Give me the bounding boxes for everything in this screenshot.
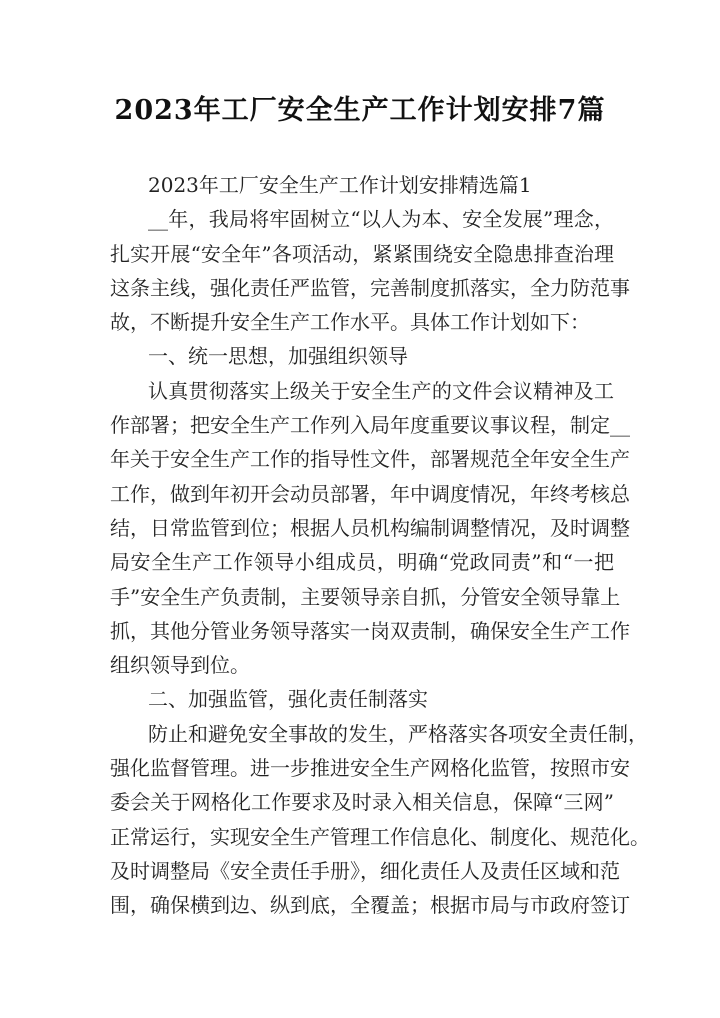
text-line: 防止和避免安全事故的发生，严格落实各项安全责任制， xyxy=(148,721,648,746)
text-line: 结，日常监管到位；根据人员机构编制调整情况，及时调整 xyxy=(110,515,630,540)
text-line: 二、加强监管，强化责任制落实 xyxy=(148,687,428,712)
text-line: 局安全生产工作领导小组成员，明确“党政同责”和“一把 xyxy=(110,550,614,575)
section-heading xyxy=(110,339,614,373)
paragraph xyxy=(110,374,630,683)
text-line: 强化监督管理。进一步推进安全生产网格化监管，按照市安 xyxy=(110,756,630,781)
text-line: 围，确保横到边、纵到底，全覆盖；根据市局与市政府签订 xyxy=(110,893,630,918)
text-line: 扎实开展“安全年”各项活动，紧紧围绕安全隐患排查治理 xyxy=(110,241,614,266)
text-line: 工作，做到年初开会动员部署，年中调度情况，年终考核总 xyxy=(110,481,630,506)
text-line: __年，我局将牢固树立“以人为本、安全发展”理念， xyxy=(148,207,614,232)
text-line: 这条主线，强化责任严监管，完善制度抓落实，全力防范事 xyxy=(110,275,630,300)
text-line: 故，不断提升安全生产工作水平。具体工作计划如下： xyxy=(110,310,590,335)
text-line: 作部署；把安全生产工作列入局年度重要议事议程，制定__ xyxy=(110,413,630,438)
section-heading xyxy=(110,682,614,716)
text-line: 及时调整局《安全责任手册》，细化责任人及责任区域和范 xyxy=(110,858,620,883)
document-body xyxy=(110,168,650,923)
text-line: 年关于安全生产工作的指导性文件，部署规范全年安全生产 xyxy=(110,447,630,472)
text-line: 认真贯彻落实上级关于安全生产的文件会议精神及工 xyxy=(148,378,614,403)
text-line: 正常运行，实现安全生产管理工作信息化、制度化、规范化。 xyxy=(110,824,650,849)
section-subtitle: 2023年工厂安全生产工作计划安排精选篇1 xyxy=(148,173,532,197)
text-line: 组织领导到位。 xyxy=(110,653,250,678)
document-content xyxy=(110,202,650,922)
text-line: 一、统一思想，加强组织领导 xyxy=(148,344,408,369)
text-line: 手”安全生产负责制，主要领导亲自抓，分管安全领导靠上 xyxy=(110,584,621,609)
text-line: 委会关于网格化工作要求及时录入相关信息，保障“三网” xyxy=(110,790,614,815)
paragraph xyxy=(110,202,630,339)
text-line: 抓，其他分管业务领导落实一岗双责制，确保安全生产工作 xyxy=(110,618,630,643)
document-title: 2023年工厂安全生产工作计划安排7篇 xyxy=(114,95,606,126)
paragraph xyxy=(110,717,650,923)
